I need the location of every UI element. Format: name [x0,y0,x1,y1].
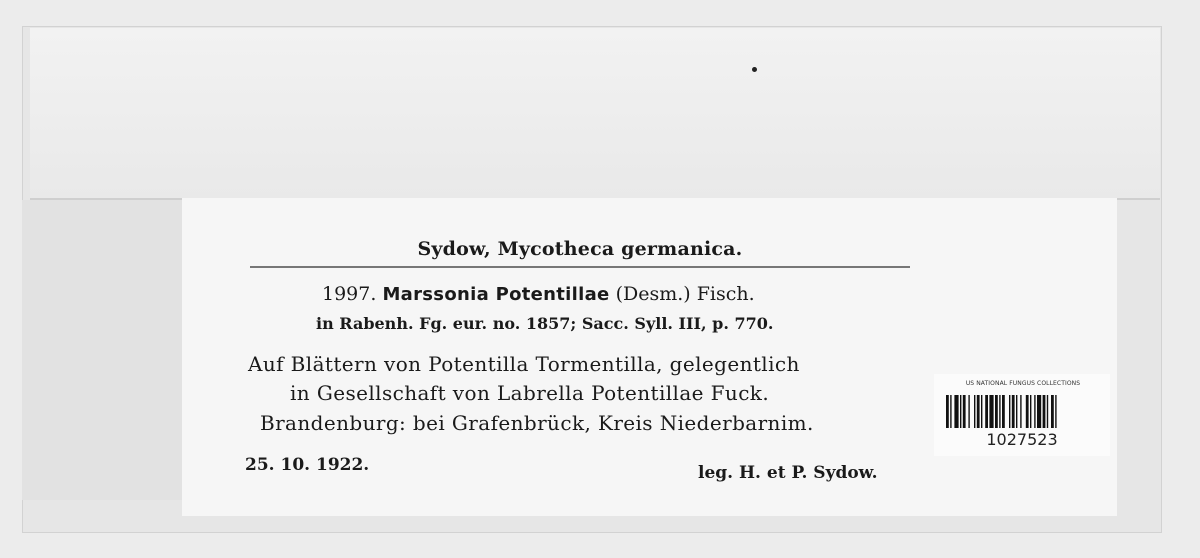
locality: Brandenburg: bei Grafenbrück, Kreis Niederbarnim. [260,411,814,435]
barcode-bar [995,395,998,428]
barcode-bar [1034,395,1035,428]
barcode-bar [1012,395,1015,428]
species-authority: (Desm.) Fisch. [615,283,755,305]
barcode-bar [1016,395,1017,428]
habitat-line-2: in Gesellschaft von Labrella Potentillae Fuck. [290,381,770,405]
barcode-bar [977,395,980,428]
barcode-bar [1026,395,1029,428]
barcode-bars [946,395,1098,428]
barcode-bar [950,395,951,428]
species-line [322,283,755,305]
barcode-bar [954,395,958,428]
exsiccata-number: 1997. [322,283,377,305]
barcode-bar [1037,395,1041,428]
header-rule [250,266,910,268]
barcode-bar [999,395,1000,428]
barcode-number: 1027523 [986,430,1058,449]
barcode-bar [1002,395,1005,428]
barcode-bar [1043,395,1046,428]
barcode-bar [1055,395,1056,428]
barcode-bar [1051,395,1054,428]
barcode-bar [974,395,975,428]
barcode-bar [1030,395,1031,428]
barcode-bar [1020,395,1021,428]
barcode-bar [989,395,993,428]
species-name: Marssonia Potentillae [382,284,610,305]
barcode-bar [946,395,949,428]
collector: leg. H. et P. Sydow. [698,463,878,483]
barcode-bar [968,395,969,428]
habitat-line-1: Auf Blättern von Potentilla Tormentilla, gelegentlich [248,352,800,376]
barcode-header: US NATIONAL FUNGUS COLLECTIONS [965,380,1081,387]
envelope-flap [30,28,1160,200]
barcode-bar [1009,395,1010,428]
collection-date: 25. 10. 1922. [245,455,370,475]
barcode-bar [981,395,982,428]
flap-mark [752,67,757,72]
literature-reference: in Rabenh. Fg. eur. no. 1857; Sacc. Syll. III, p. 770. [316,314,774,333]
barcode-bar [960,395,961,428]
barcode-bar [963,395,966,428]
barcode-bar [1047,395,1048,428]
barcode-bar [985,395,988,428]
label-header: Sydow, Mycotheca germanica. [417,238,743,260]
envelope-side [22,200,182,500]
